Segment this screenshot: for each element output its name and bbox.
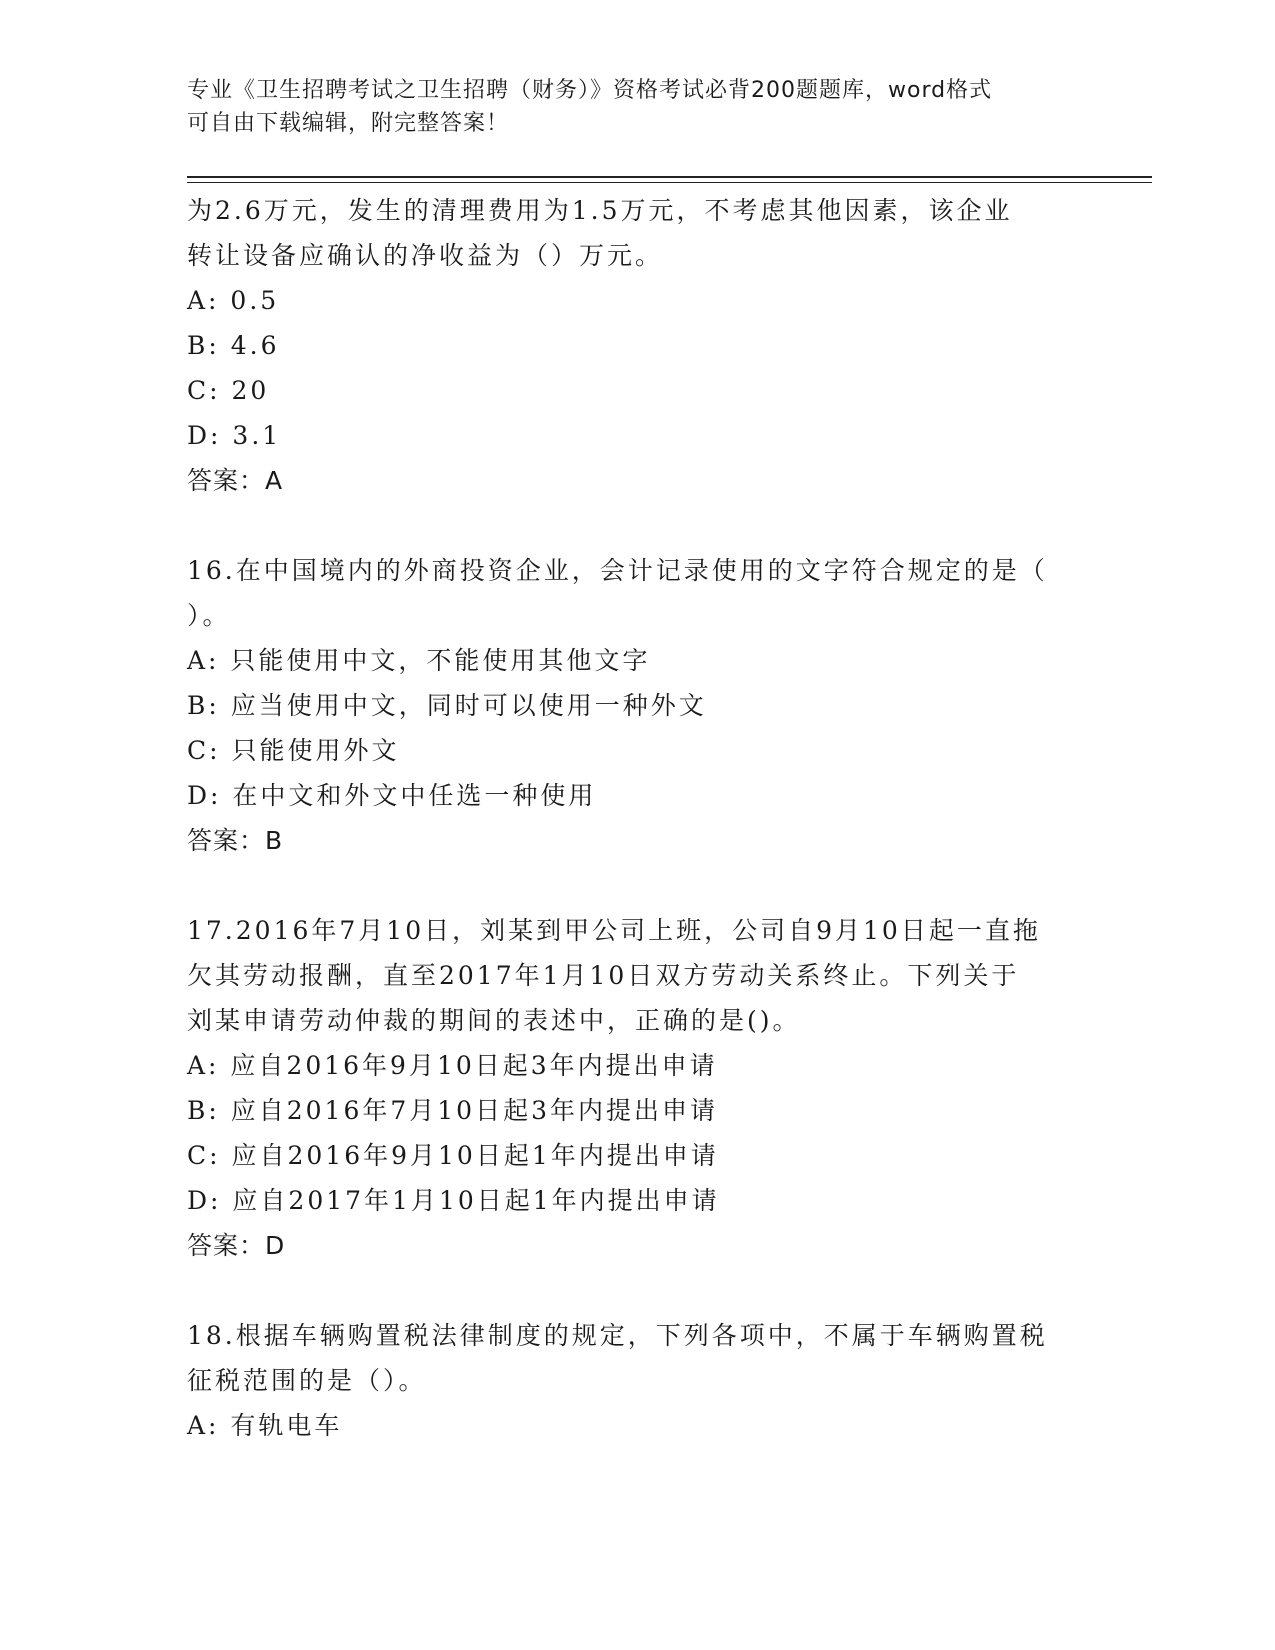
header-line-1: 专业《卫生招聘考试之卫生招聘（财务）》资格考试必背200题题库，word格式 bbox=[187, 78, 993, 103]
option-d: D: 在中文和外文中任选一种使用 bbox=[187, 781, 597, 810]
header-divider-thick bbox=[187, 176, 1152, 178]
answer: 答案：B bbox=[187, 826, 284, 855]
header-line-2: 可自由下载编辑，附完整答案！ bbox=[187, 111, 510, 136]
question-17 bbox=[187, 908, 1097, 1268]
spacer bbox=[187, 1268, 1097, 1313]
option-c: C: 20 bbox=[187, 376, 270, 405]
question-stem: 征税范围的是（）。 bbox=[187, 1366, 427, 1395]
option-a: A: 有轨电车 bbox=[187, 1411, 343, 1440]
option-b: B: 应自2016年7月10日起3年内提出申请 bbox=[187, 1096, 718, 1125]
question-list bbox=[187, 188, 1097, 1448]
question-stem: 欠其劳动报酬，直至2017年1月10日双方劳动关系终止。下列关于 bbox=[187, 961, 1020, 990]
option-b: B: 4.6 bbox=[187, 331, 280, 360]
question-stem: ）。 bbox=[187, 601, 231, 630]
question-stem: 刘某申请劳动仲裁的期间的表述中，正确的是()。 bbox=[187, 1006, 801, 1035]
question-stem: 18.根据车辆购置税法律制度的规定，下列各项中，不属于车辆购置税 bbox=[187, 1321, 1048, 1350]
option-b: B: 应当使用中文，同时可以使用一种外文 bbox=[187, 691, 707, 720]
answer: 答案：D bbox=[187, 1231, 286, 1260]
option-d: D: 3.1 bbox=[187, 421, 282, 450]
spacer bbox=[187, 863, 1097, 908]
question-stem: 为2.6万元，发生的清理费用为1.5万元，不考虑其他因素，该企业 bbox=[187, 196, 1013, 225]
spacer bbox=[187, 503, 1097, 548]
option-c: C: 只能使用外文 bbox=[187, 736, 400, 765]
question-stem: 17.2016年7月10日，刘某到甲公司上班，公司自9月10日起一直拖 bbox=[187, 916, 1041, 945]
question-15 bbox=[187, 188, 1097, 503]
question-16 bbox=[187, 548, 1097, 863]
question-stem: 转让设备应确认的净收益为（）万元。 bbox=[187, 241, 664, 270]
question-stem: 16.在中国境内的外商投资企业，会计记录使用的文字符合规定的是（ bbox=[187, 556, 1048, 585]
option-a: A: 应自2016年9月10日起3年内提出申请 bbox=[187, 1051, 718, 1080]
question-18 bbox=[187, 1313, 1097, 1448]
option-d: D: 应自2017年1月10日起1年内提出申请 bbox=[187, 1186, 720, 1215]
answer: 答案：A bbox=[187, 466, 284, 495]
document-header bbox=[187, 74, 1107, 140]
option-a: A: 只能使用中文，不能使用其他文字 bbox=[187, 646, 651, 675]
option-c: C: 应自2016年9月10日起1年内提出申请 bbox=[187, 1141, 719, 1170]
option-a: A: 0.5 bbox=[187, 286, 280, 315]
header-divider-thin bbox=[187, 182, 1152, 183]
